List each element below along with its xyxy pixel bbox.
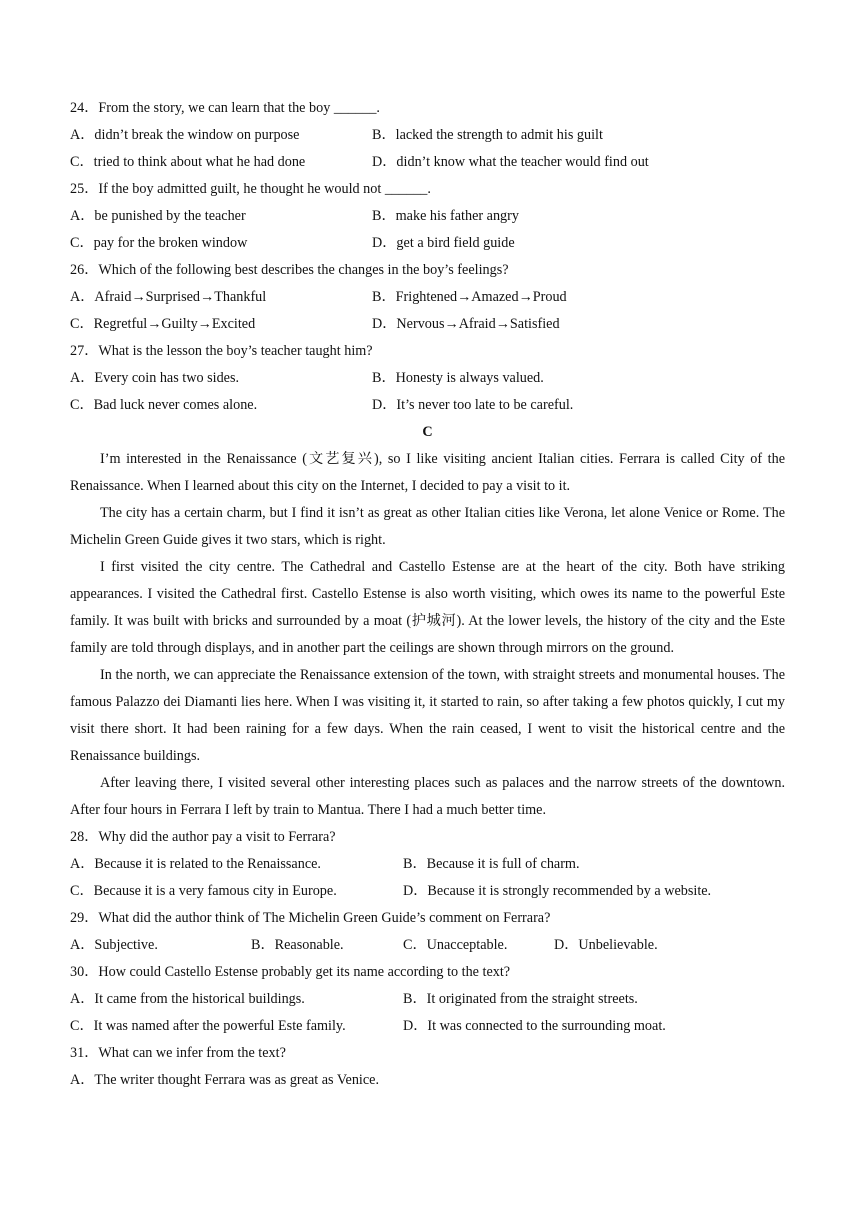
option-a: A．Because it is related to the Renaissance. — [70, 856, 321, 872]
option-row — [70, 1013, 785, 1040]
passage-paragraph: I first visited the city centre. The Cathedral and Castello Estense are at the heart of the city. Both have striking appearances. I visited the Cathedral first. Castello Estense is also worth visiting, which owes its name to the powerful Este family. It was built with bricks and surrounded by a moat (护城河). At the lower levels, the history of the city and the Este family are told through displays, and in another part the ceilings are shown through mirrors on the ground. — [70, 559, 785, 656]
option-row — [70, 203, 785, 230]
option-a: A．Every coin has two sides. — [70, 370, 240, 386]
option-d: D．It’s never too late to be careful. — [372, 397, 574, 413]
option-d: D．It was connected to the surrounding moat. — [403, 1018, 666, 1034]
option-c: C．Because it is a very famous city in Europe. — [70, 883, 337, 899]
question-stem: 25．If the boy admitted guilt, he thought he would not ______. — [70, 181, 431, 197]
option-c: C．Regretful→Guilty→Excited — [70, 316, 256, 332]
option-b: B．Reasonable. — [251, 937, 344, 953]
option-row — [70, 1067, 785, 1094]
option-b: B．lacked the strength to admit his guilt — [372, 127, 603, 143]
option-b: B．Frightened→Amazed→Proud — [372, 289, 567, 305]
passage-paragraph: I’m interested in the Renaissance (文艺复兴), so I like visiting ancient Italian cities. Ferrara is called City of the Renaissance. When I learned about this city on the Internet, I decided to pay a visit to it. — [70, 451, 785, 494]
passage-paragraph: In the north, we can appreciate the Renaissance extension of the town, with straight streets and monumental houses. The famous Palazzo dei Diamanti lies here. When I was visiting it, it started to rain, so after taking a few photos quickly, I cut my visit there short. It had been raining for a few days. When the rain ceased, I went to visit the historical centre and the Renaissance buildings. — [70, 667, 785, 764]
question-stem: 24．From the story, we can learn that the boy ______. — [70, 100, 380, 116]
question-stem: 27．What is the lesson the boy’s teacher taught him? — [70, 343, 373, 359]
question-stem: 26．Which of the following best describes the changes in the boy’s feelings? — [70, 262, 509, 278]
option-c: C．tried to think about what he had done — [70, 154, 306, 170]
passage-paragraph: The city has a certain charm, but I find it isn’t as great as other Italian cities like Verona, let alone Venice or Rome. The Michelin Green Guide gives it two stars, which is right. — [70, 505, 785, 548]
question-stem: 29．What did the author think of The Michelin Green Guide’s comment on Ferrara? — [70, 910, 551, 926]
option-row — [70, 311, 785, 338]
option-row — [70, 149, 785, 176]
option-d: D．get a bird field guide — [372, 235, 515, 251]
question-stem: 30．How could Castello Estense probably get its name according to the text? — [70, 964, 511, 980]
option-row — [70, 365, 785, 392]
option-b: B．It originated from the straight streets. — [403, 991, 638, 1007]
option-a: A．The writer thought Ferrara was as great as Venice. — [70, 1072, 379, 1088]
option-row — [70, 851, 785, 878]
option-b: B．make his father angry — [372, 208, 519, 224]
section-heading: C — [422, 424, 433, 440]
exam-page — [70, 95, 785, 1094]
option-row — [70, 122, 785, 149]
option-c: C．It was named after the powerful Este family. — [70, 1018, 346, 1034]
option-c: C．pay for the broken window — [70, 235, 248, 251]
option-a: A．be punished by the teacher — [70, 208, 246, 224]
passage-paragraph: After leaving there, I visited several other interesting places such as palaces and the narrow streets of the downtown. After four hours in Ferrara I left by train to Mantua. There I had a much better time. — [70, 775, 785, 818]
option-c: C．Unacceptable. — [403, 937, 508, 953]
option-a: A．Afraid→Surprised→Thankful — [70, 289, 267, 305]
option-d: D．didn’t know what the teacher would find out — [372, 154, 649, 170]
option-a: A．Subjective. — [70, 937, 158, 953]
question-stem: 28．Why did the author pay a visit to Ferrara? — [70, 829, 336, 845]
option-row — [70, 230, 785, 257]
question-stem: 31．What can we infer from the text? — [70, 1045, 286, 1061]
option-d: D．Nervous→Afraid→Satisfied — [372, 316, 560, 332]
option-row — [70, 878, 785, 905]
option-b: B．Honesty is always valued. — [372, 370, 544, 386]
option-b: B．Because it is full of charm. — [403, 856, 580, 872]
option-a: A．didn’t break the window on purpose — [70, 127, 300, 143]
option-row — [70, 284, 785, 311]
option-d: D．Because it is strongly recommended by a website. — [403, 883, 712, 899]
option-c: C．Bad luck never comes alone. — [70, 397, 258, 413]
option-row — [70, 392, 785, 419]
option-row — [70, 986, 785, 1013]
option-a: A．It came from the historical buildings. — [70, 991, 305, 1007]
option-d: D．Unbelievable. — [554, 937, 658, 953]
option-row — [70, 932, 785, 959]
